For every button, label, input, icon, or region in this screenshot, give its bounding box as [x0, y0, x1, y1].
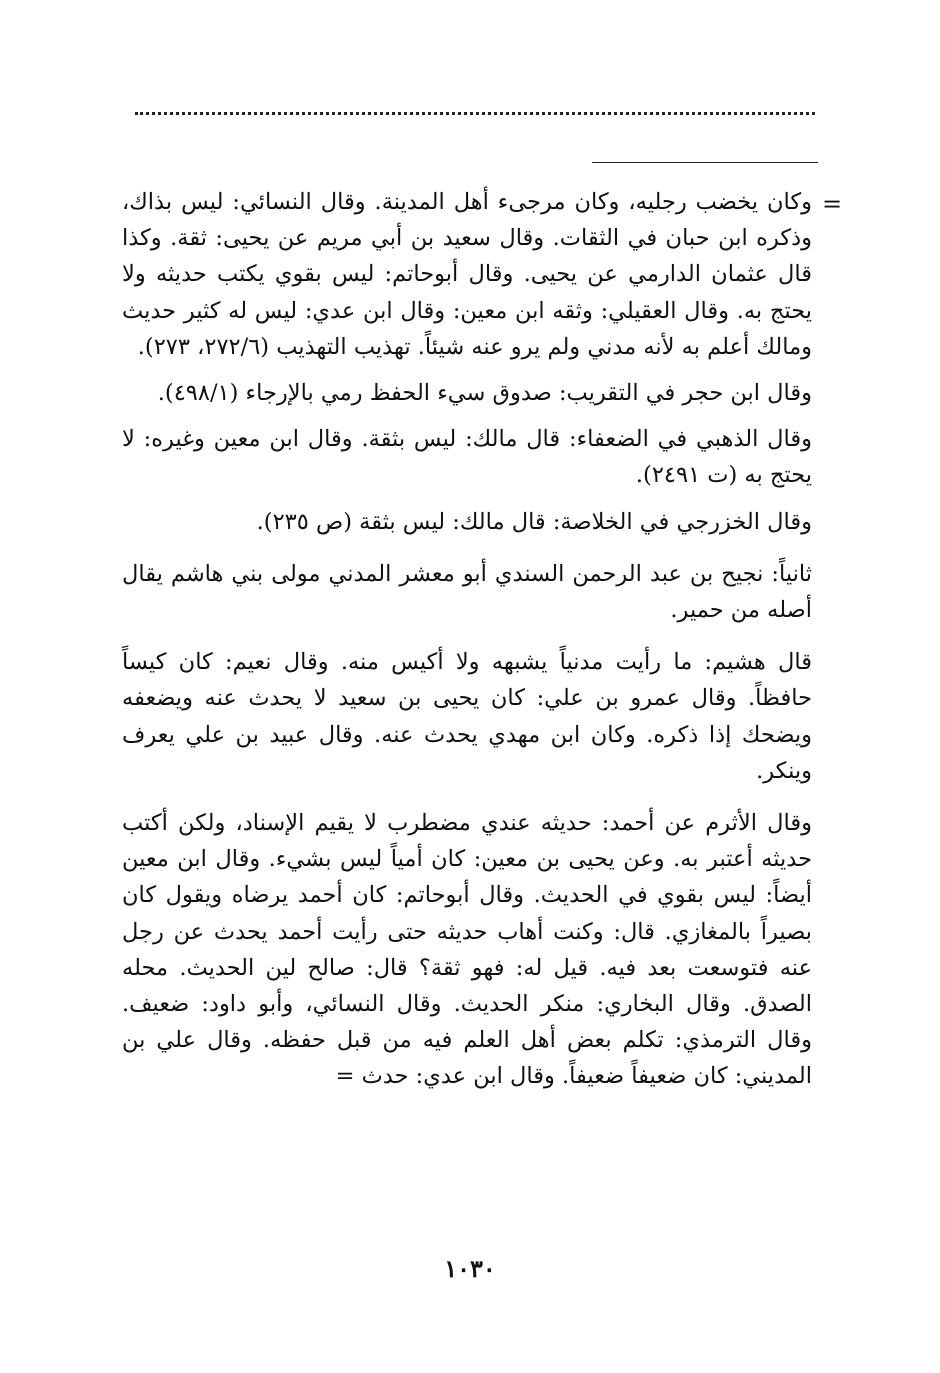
footnote-text-column	[122, 184, 812, 1095]
footnote-separator-rule	[592, 162, 818, 163]
continuation-mark: =	[822, 190, 843, 218]
footnote-paragraph-7: وقال الأثرم عن أحمد: حديثه عندي مضطرب لا يقيم الإسناد، ولكن أكتب حديثه أعتبر به. وعن يحيى بن معين: كان أمياً ليس بشيء. وقال ابن معين أيضاً: ليس بقوي في الحديث. وقال أبوحاتم: كان أحمد يرضاه ويقول كان بصيراً بالمغازي. قال: وكنت أهاب حديثه حتى رأيت أحمد يحدث عن رجل عنه فتوسعت بعد فيه. قيل له: فهو ثقة؟ قال: صالح لين الحديث. محله الصدق. وقال البخاري: منكر الحديث. وقال النسائي، وأبو داود: ضعيف. وقال الترمذي: تكلم بعض أهل العلم فيه من قبل حفظه. وقال علي بن المديني: كان ضعيفاً ضعيفاً. وقال ابن عدي: حدث =	[122, 810, 812, 1090]
footnote-paragraph-4: وقال الخزرجي في الخلاصة: قال مالك: ليس بثقة (ص ٢٣٥).	[256, 508, 812, 535]
footnote-paragraph-5: ثانياً: نجيح بن عبد الرحمن السندي أبو معشر المدني مولى بني هاشم يقال أصله من حمير.	[122, 560, 812, 624]
footnote-paragraph-6: قال هشيم: ما رأيت مدنياً يشبهه ولا أكيس منه. وقال نعيم: كان كيساً حافظاً. وقال عمرو بن علي: كان يحيى بن سعيد لا يحدث عنه ويضعفه ويضحك إذا ذكره. وكان ابن مهدي يحدث عنه. وقال عبيد بن علي يعرف وينكر.	[122, 649, 812, 784]
footnote-paragraph-2: وقال ابن حجر في التقريب: صدوق سيء الحفظ رمي بالإرجاء (٤٩٨/١).	[157, 380, 812, 407]
page-number: ١٠٣٠	[444, 1254, 496, 1283]
footnote-paragraph-1: وكان يخضب رجليه، وكان مرجىء أهل المدينة. وقال النسائي: ليس بذاك، وذكره ابن حبان في الثقات. وقال سعيد بن أبي مريم عن يحيى: ثقة. وكذا قال عثمان الدارمي عن يحيى. وقال أبوحاتم: ليس بقوي يكتب حديثه ولا يحتج به. وقال العقيلي: وثقه ابن معين: وقال ابن عدي: ليس له كثير حديث ومالك أعلم به لأنه مدني ولم يرو عنه شيئاً. تهذيب التهذيب (٢٧٢/٦، ٢٧٣).	[122, 189, 812, 360]
header-dotted-rule	[135, 112, 815, 115]
footnote-paragraph-3: وقال الذهبي في الضعفاء: قال مالك: ليس بثقة. وقال ابن معين وغيره: لا يحتج به (ت ٢٤٩١).	[122, 426, 812, 489]
